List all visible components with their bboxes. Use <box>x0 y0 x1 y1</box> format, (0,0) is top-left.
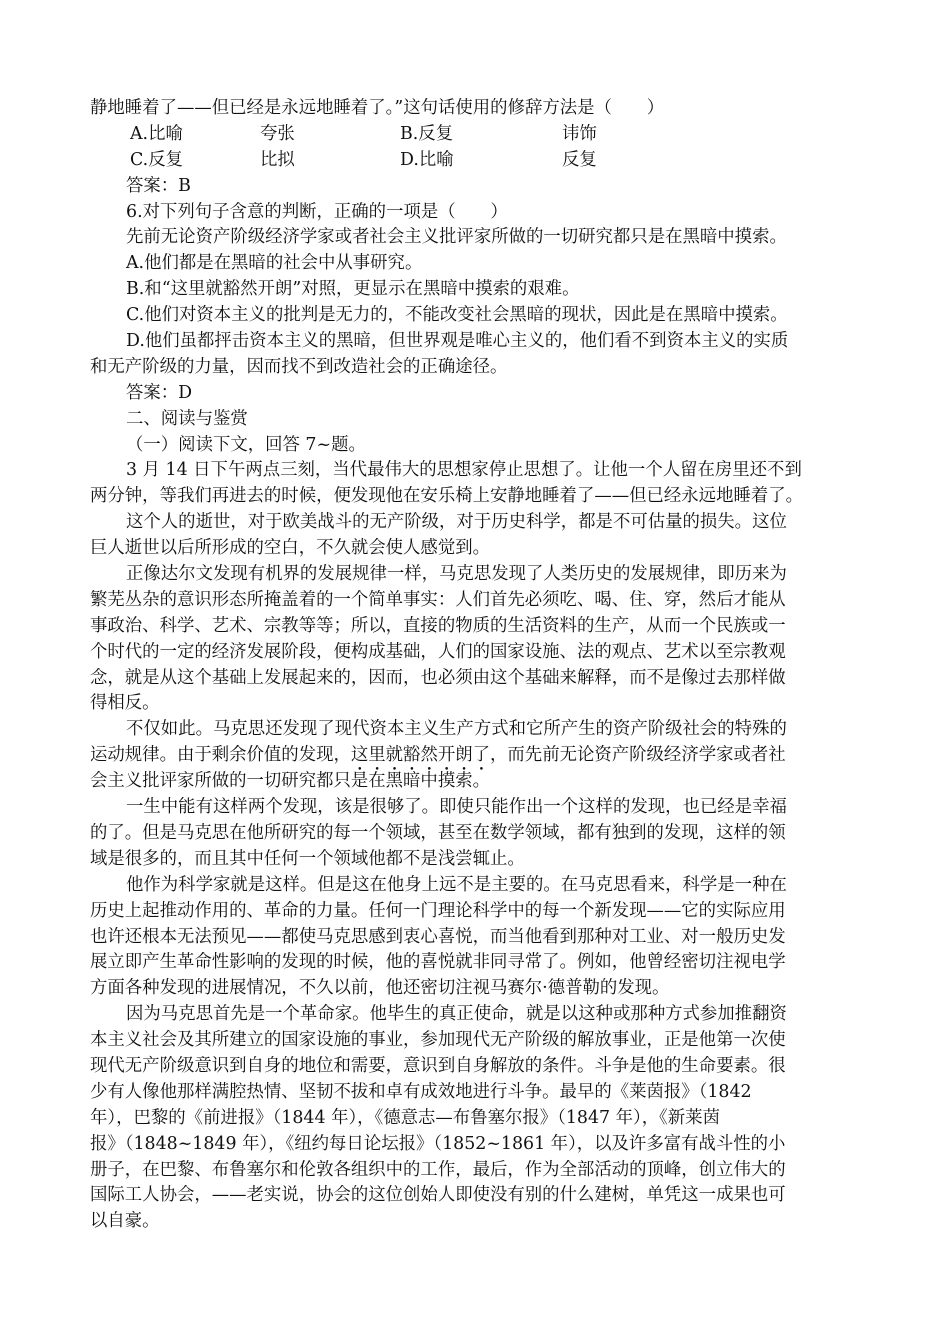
passage-line: 少有人像他那样满腔热情、坚韧不拔和卓有成效地进行斗争。最早的《莱茵报》（1842 <box>90 1081 752 1102</box>
passage-line: 这个人的逝世，对于欧美战斗的无产阶级，对于历史科学，都是不可估量的损失。这位 <box>126 512 787 533</box>
passage-line: 展立即产生革命性影响的发现的时候，他的喜悦就非同寻常了。例如，他曾经密切注视电学 <box>90 952 786 973</box>
section-instruction: （一）阅读下文，回答 7~题。 <box>126 434 366 455</box>
question-5-answer: 答案：B <box>126 175 191 196</box>
question-5-stem: 静地睡着了——但已经是永远地睡着了。”这句话使用的修辞方法是（ ） <box>90 98 665 118</box>
passage-line: 国际工人协会，——老实说，协会的这位创始人即使没有别的什么建树，单凭这一成果也可 <box>90 1185 786 1206</box>
passage-line: 域是很多的，而且其中任何一个领域他都不是浅尝辄止。 <box>90 848 525 869</box>
document-page <box>90 96 860 1235</box>
option-a-text: 夸张 <box>260 123 295 144</box>
passage-text: 运动规律。由于剩余价值的发现， <box>90 745 351 766</box>
passage-line: 现代无产阶级意识到自身的地位和需要，意识到自身解放的条件。斗争是他的生命要素。很 <box>90 1055 786 1076</box>
passage-line: 册子，在巴黎、布鲁塞尔和伦敦各组织中的工作，最后，作为全部活动的顶峰，创立伟大的 <box>90 1159 786 1180</box>
passage-paragraph-5 <box>90 795 860 873</box>
passage-text: ，而先前无论资产阶级经济学家或者社 <box>490 745 786 766</box>
option-d-text: 反复 <box>562 149 597 170</box>
question-5-options-row-2 <box>90 148 860 174</box>
passage-line: 事政治、科学、艺术、宗教等等；所以，直接的物质的生活资料的生产，从而一个民族或一 <box>90 615 786 636</box>
option-c-text: 比拟 <box>260 149 295 170</box>
question-5-options-row-1 <box>90 122 860 148</box>
passage-paragraph-3 <box>90 562 860 717</box>
passage-line: 一生中能有这样两个发现，该是很够了。即使只能作出一个这样的发现，也已经是幸福 <box>126 797 787 818</box>
option-a-label: A.比喻 <box>130 123 183 144</box>
passage-paragraph-2 <box>90 510 860 562</box>
question-6-stem: 6.对下列句子含意的判断，正确的一项是（ ） <box>126 201 508 222</box>
passage-line: 本主义社会及其所建立的国家设施的事业，参加现代无产阶级的解放事业，正是他第一次使 <box>90 1030 786 1051</box>
passage-line: 方面各种发现的进展情况，不久以前，他还密切注视马赛尔·德普勒的发现。 <box>90 978 670 999</box>
passage-line: 3 月 14 日下午两点三刻，当代最伟大的思想家停止思想了。让他一个人留在房里还不到 <box>126 460 802 481</box>
emphasized-phrase: 这里就豁然开朗了 <box>350 745 491 766</box>
question-6-option-b: B.和“这里就豁然开朗”对照，更显示在黑暗中摸索的艰难。 <box>126 279 580 300</box>
passage-line: 历史上起推动作用的、革命的力量。任何一门理论科学中的每一个新发现——它的实际应用 <box>90 900 786 921</box>
question-6-option-c: C.他们对资本主义的批判是无力的，不能改变社会黑暗的现状，因此是在黑暗中摸索。 <box>126 305 788 326</box>
passage-line: 不仅如此。马克思还发现了现代资本主义生产方式和它所产生的资产阶级社会的特殊的 <box>126 719 787 740</box>
passage-line: 的了。但是马克思在他所研究的每一个领域，甚至在数学领域，都有独到的发现，这样的领 <box>90 822 786 843</box>
passage-line: 正像达尔文发现有机界的发展规律一样，马克思发现了人类历史的发展规律，即历来为 <box>126 564 787 585</box>
passage-line: 因为马克思首先是一个革命家。他毕生的真正使命，就是以这种或那种方式参加推翻资 <box>126 1004 787 1025</box>
question-6-quote: 先前无论资产阶级经济学家或者社会主义批评家所做的一切研究都只是在黑暗中摸索。 <box>126 227 787 248</box>
passage-line: 以自豪。 <box>90 1211 160 1232</box>
passage-paragraph-4 <box>90 717 860 795</box>
option-c-label: C.反复 <box>130 149 183 170</box>
passage-paragraph-1 <box>90 458 860 510</box>
passage-paragraph-7 <box>90 1002 860 1235</box>
passage-line: 得相反。 <box>90 693 160 714</box>
passage-paragraph-6 <box>90 873 860 1002</box>
option-b-label: B.反复 <box>400 123 454 144</box>
passage-line: 会主义批评家所做的一切研究都只是在黑暗中摸索。 <box>90 771 490 792</box>
passage-line <box>90 743 860 769</box>
question-6-answer: 答案：D <box>126 382 193 403</box>
passage-line: 两分钟，等我们再进去的时候，便发现他在安乐椅上安静地睡着了——但已经永远地睡着了。 <box>90 486 804 507</box>
passage-line: 念，就是从这个基础上发展起来的，因而，也必须由这个基础来解释，而不是像过去那样做 <box>90 667 786 688</box>
question-6-option-d: D.他们虽都抨击资本主义的黑暗，但世界观是唯心主义的，他们看不到资本主义的实质 <box>126 331 789 352</box>
section-heading: 二、阅读与鉴赏 <box>126 408 248 429</box>
passage-line: 年），巴黎的《前进报》（1844 年），《德意志—布鲁塞尔报》（1847 年），《新莱茵 <box>90 1107 720 1128</box>
passage-line: 他作为科学家就是这样。但是这在他身上远不是主要的。在马克思看来，科学是一种在 <box>126 874 787 895</box>
passage-line: 繁芜丛杂的意识形态所掩盖着的一个简单事实：人们首先必须吃、喝、住、穿，然后才能从 <box>90 589 786 610</box>
question-6-option-a: A.他们都是在黑暗的社会中从事研究。 <box>126 253 423 274</box>
passage-line: 报》（1848~1849 年），《纽约每日论坛报》（1852~1861 年），以及许多富有战斗性的小 <box>90 1133 786 1154</box>
option-d-label: D.比喻 <box>400 149 454 170</box>
passage-line: 也许还根本无法预见——都使马克思感到衷心喜悦，而当他看到那种对工业、对一般历史发 <box>90 926 786 947</box>
passage-line: 个时代的一定的经济发展阶段，便构成基础，人们的国家设施、法的观点、艺术以至宗教观 <box>90 641 786 662</box>
question-6-option-d-continued: 和无产阶级的力量，因而找不到改造社会的正确途径。 <box>90 356 508 377</box>
passage-line: 巨人逝世以后所形成的空白，不久就会使人感觉到。 <box>90 538 490 559</box>
option-b-text: 讳饰 <box>562 123 597 144</box>
